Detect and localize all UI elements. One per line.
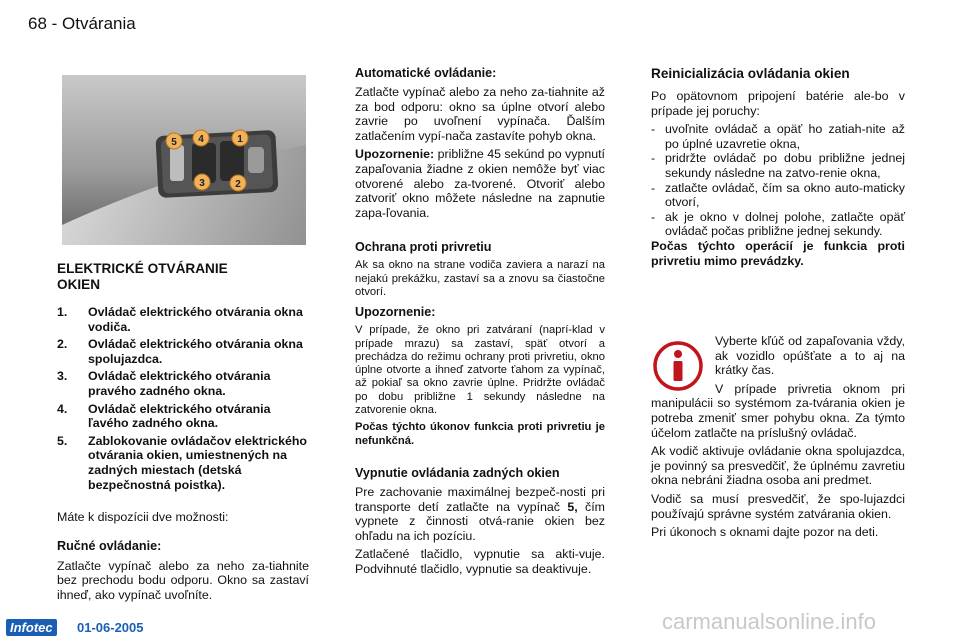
manual-control-title: Ručné ovládanie: [57, 538, 162, 553]
infotec-logo: Infotec [6, 619, 57, 636]
anti-pinch-warning-text: V prípade, že okno pri zatváraní (naprí-klad v prípade mrazu) sa zastaví, späť otvorí a prechádza do režimu ochrany proti privretiu, okno úplne otvorte a ihneď zatvorte ťahom za vypínač, až pokiaľ sa okno zavrie úplne. Pridržte ovládač po dobu približne 1 sekundy následne na zatvorenie okna. [355, 324, 605, 417]
info-icon [653, 341, 703, 391]
column-2 [355, 66, 605, 576]
info-text-4: Vodič sa musí presvedčiť, že spo-lujazdci používajú správne systém zatvárania okien. [651, 491, 905, 521]
photo-label-4: 4 [198, 134, 204, 145]
reinit-steps [651, 122, 905, 239]
list-item: - zatlačte ovládač, čím sa okno auto-maticky otvorí, [651, 181, 905, 210]
page-title: 68 - Otvárania [28, 14, 136, 33]
anti-pinch-text: Ak sa okno na strane vodiča zaviera a narazí na nejakú prekážku, zastaví sa a znovu sa čiastočne otvorí. [355, 259, 605, 298]
control-list [57, 305, 309, 492]
column-1 [57, 261, 309, 603]
list-item: 4. Ovládač elektrického otvárania ľavého zadného okna. [57, 401, 271, 431]
photo-label-3: 3 [199, 178, 205, 189]
window-switch-photo [62, 75, 306, 245]
watermark: carmanualsonline.info [662, 609, 877, 634]
reinit-intro: Po opätovnom pripojení batérie ale-bo v prípade jej poruchy: [651, 89, 905, 118]
manual-control-text: Zatlačte vypínač alebo za neho za-tiahnite bez prechodu bodu odporu. Okno sa zastaví ihneď, ako vypínač uvoľníte. [57, 558, 309, 602]
rear-lock-title: Vypnutie ovládania zadných okien [355, 465, 560, 480]
footer-date: 01-06-2005 [77, 620, 144, 635]
list-item: 3. Ovládač elektrického otvárania pravého zadného okna. [57, 369, 271, 398]
list-item: - uvoľnite ovládač a opäť ho zatiah-nite až po úplné uzavretie okna, [651, 122, 905, 151]
auto-control-text: Zatlačte vypínač alebo za neho za-tiahnite až za bod odporu: okno sa úplne otvorí alebo zavrie po uvoľnení vypínača. Ďalším zatlačením vypí-nača zastavíte pohyb okna. [355, 85, 605, 143]
photo-label-2: 2 [235, 179, 241, 190]
info-text-3: Ak vodič aktivuje ovládanie okna spolujazdca, je povinný sa presvedčiť, že úplnému zavretiu okna nebráni žiadna osoba ani predmet. [651, 444, 905, 488]
photo-label-1: 1 [237, 134, 243, 145]
anti-pinch-note: Počas týchto úkonov funkcia proti privretiu je nefunkčná. [355, 421, 605, 447]
photo-label-5: 5 [171, 137, 177, 148]
list-item: 1. Ovládač elektrického otvárania okna vodiča. [57, 305, 303, 334]
auto-control-warning: Upozornenie: približne 45 sekúnd po vypnutí zapaľovania žiadne z okien nemôže byť viac otvorené alebo za-tvorené. Otvoriť alebo zatvoriť okno môžete následne na zapnutie zapa-ľovania. [355, 147, 605, 220]
info-text-2: V prípade privretia oknom pri manipulácii so systémom za-tvárania okien je potreba zmeniť smer pohybu okna. Za týmto účelom zatlačte na príslušný ovládač. [651, 381, 905, 440]
reinit-note: Počas týchto operácií je funkcia proti privretiu mimo prevádzky. [651, 238, 905, 268]
anti-pinch-title: Ochrana proti privretiu [355, 240, 492, 255]
info-box [651, 334, 905, 540]
list-item: - ak je okno v dolnej polohe, zatlačte opäť ovládač počas približne jednej sekundy. [651, 210, 905, 239]
list-item: - pridržte ovládač po dobu približne jednej sekundy následne na zatvo-renie okna, [651, 151, 905, 180]
section-heading-reinit: Reinicializácia ovládania okien [651, 66, 850, 81]
anti-pinch-warning-title: Upozornenie: [355, 305, 436, 320]
rear-lock-text-2: Zatlačené tlačidlo, vypnutie sa akti-vuje. Podvihnuté tlačidlo, vypnutie sa deaktivuje. [355, 547, 605, 576]
info-text-5: Pri úkonoch s oknami dajte pozor na deti. [651, 525, 879, 540]
list-item: 2. Ovládač elektrického otvárania okna spolujazdca. [57, 337, 303, 366]
auto-control-title: Automatické ovládanie: [355, 66, 497, 80]
column-3 [651, 66, 905, 268]
list-item: 5. Zablokovanie ovládačov elektrického otvárania okien, umiestnených na zadných miestach (detská bezpečnostná poistka). [57, 433, 307, 492]
options-intro: Máte k dispozícii dve možnosti: [57, 510, 229, 525]
rear-lock-text: Pre zachovanie maximálnej bezpeč-nosti pri transporte detí zatlačte na vypínač 5, čím vypnete z činnosti otvá-ranie okien bez ohľadu na ich pozíciu. [355, 484, 606, 543]
window-switch-illustration [62, 75, 306, 245]
section-heading-electric-windows: ELEKTRICKÉ OTVÁRANIE OKIEN [57, 261, 228, 292]
info-text-1: Vyberte kľúč od zapaľovania vždy, ak vozidlo opúšťate a to aj na krátky čas. [715, 334, 905, 378]
